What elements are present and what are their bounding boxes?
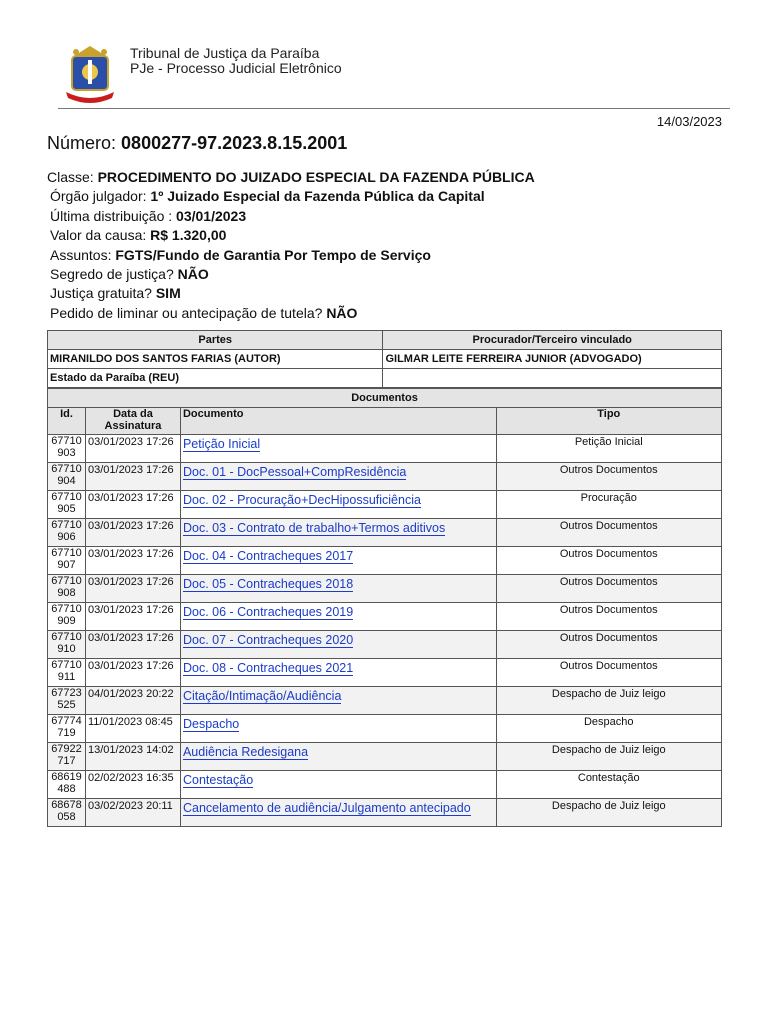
doc-id-part2: 911 bbox=[57, 671, 76, 683]
doc-type: Outros Documentos bbox=[496, 547, 721, 575]
doc-id-part2: 904 bbox=[57, 475, 76, 487]
table-row bbox=[48, 687, 722, 715]
parties-table bbox=[47, 330, 722, 388]
doc-link[interactable]: Doc. 05 - Contracheques 2018 bbox=[182, 577, 354, 591]
print-date: 14/03/2023 bbox=[656, 114, 722, 129]
doc-date: 03/01/2023 17:26 bbox=[85, 603, 180, 631]
doc-id-part1: 67723 bbox=[51, 687, 82, 699]
party-row bbox=[48, 350, 722, 369]
party-name: MIRANILDO DOS SANTOS FARIAS (AUTOR) bbox=[48, 350, 383, 369]
doc-type: Despacho de Juiz leigo bbox=[496, 799, 721, 827]
doc-cell bbox=[180, 519, 496, 547]
valor-label: Valor da causa: bbox=[50, 227, 147, 244]
doc-id-part1: 67710 bbox=[51, 491, 82, 503]
distribuicao-label: Última distribuição : bbox=[50, 207, 173, 224]
table-row bbox=[48, 631, 722, 659]
doc-link[interactable]: Doc. 04 - Contracheques 2017 bbox=[182, 549, 354, 563]
doc-type: Outros Documentos bbox=[496, 519, 721, 547]
party-attorney bbox=[383, 369, 722, 388]
table-row bbox=[48, 715, 722, 743]
orgao-row bbox=[47, 187, 535, 206]
process-info bbox=[47, 168, 535, 323]
doc-id bbox=[48, 547, 86, 575]
doc-date: 03/01/2023 17:26 bbox=[85, 547, 180, 575]
doc-cell bbox=[180, 687, 496, 715]
doc-type: Petição Inicial bbox=[496, 435, 721, 463]
table-row bbox=[48, 799, 722, 827]
col-data: Data da Assinatura bbox=[85, 408, 180, 435]
table-row bbox=[48, 771, 722, 799]
gratuita-label: Justiça gratuita? bbox=[50, 285, 152, 302]
table-row bbox=[48, 491, 722, 519]
table-row bbox=[48, 435, 722, 463]
doc-link[interactable]: Doc. 01 - DocPessoal+CompResidência bbox=[182, 465, 407, 479]
doc-id-part1: 67710 bbox=[51, 435, 82, 447]
table-row bbox=[48, 463, 722, 491]
assuntos-row bbox=[47, 246, 535, 265]
court-coat-of-arms-icon bbox=[62, 42, 118, 106]
table-row bbox=[48, 603, 722, 631]
doc-id-part2: 717 bbox=[57, 755, 76, 767]
org-line-1: Tribunal de Justiça da Paraíba bbox=[130, 45, 320, 61]
valor-row bbox=[47, 226, 535, 245]
doc-id-part1: 67710 bbox=[51, 547, 82, 559]
col-tipo: Tipo bbox=[496, 408, 721, 435]
table-row bbox=[48, 575, 722, 603]
doc-id-part2: 903 bbox=[57, 447, 76, 459]
valor-value: R$ 1.320,00 bbox=[150, 227, 227, 244]
organization-name bbox=[130, 46, 342, 76]
gratuita-row bbox=[47, 284, 535, 303]
org-line-2: PJe - Processo Judicial Eletrônico bbox=[130, 60, 342, 76]
doc-id-part2: 058 bbox=[57, 811, 76, 823]
doc-id-part1: 67710 bbox=[51, 575, 82, 587]
documents-caption: Documentos bbox=[48, 389, 722, 408]
doc-date: 03/01/2023 17:26 bbox=[85, 659, 180, 687]
orgao-value: 1º Juizado Especial da Fazenda Pública da Capital bbox=[150, 188, 485, 205]
doc-date: 13/01/2023 14:02 bbox=[85, 743, 180, 771]
doc-cell bbox=[180, 547, 496, 575]
assuntos-label: Assuntos: bbox=[50, 246, 112, 263]
doc-id-part2: 488 bbox=[57, 783, 76, 795]
doc-id-part2: 908 bbox=[57, 587, 76, 599]
classe-label: Classe: bbox=[47, 169, 94, 185]
table-row bbox=[48, 659, 722, 687]
doc-id-part1: 67922 bbox=[51, 743, 82, 755]
doc-link[interactable]: Doc. 08 - Contracheques 2021 bbox=[182, 661, 354, 675]
doc-date: 02/02/2023 16:35 bbox=[85, 771, 180, 799]
liminar-row bbox=[47, 304, 535, 323]
doc-cell bbox=[180, 463, 496, 491]
doc-id-part2: 909 bbox=[57, 615, 76, 627]
doc-id-part2: 907 bbox=[57, 559, 76, 571]
table-row bbox=[48, 547, 722, 575]
doc-link[interactable]: Audiência Redesigana bbox=[182, 745, 309, 759]
doc-id-part1: 67710 bbox=[51, 631, 82, 643]
doc-cell bbox=[180, 799, 496, 827]
doc-cell bbox=[180, 771, 496, 799]
doc-type: Contestação bbox=[496, 771, 721, 799]
segredo-row bbox=[47, 265, 535, 284]
doc-link[interactable]: Doc. 07 - Contracheques 2020 bbox=[182, 633, 354, 647]
doc-id-part1: 67710 bbox=[51, 519, 82, 531]
doc-link[interactable]: Doc. 03 - Contrato de trabalho+Termos aditivos bbox=[182, 521, 446, 535]
doc-date: 03/01/2023 17:26 bbox=[85, 631, 180, 659]
segredo-value: NÃO bbox=[177, 266, 209, 283]
doc-id bbox=[48, 435, 86, 463]
doc-id-part2: 905 bbox=[57, 503, 76, 515]
doc-id bbox=[48, 491, 86, 519]
doc-type: Outros Documentos bbox=[496, 631, 721, 659]
doc-date: 04/01/2023 20:22 bbox=[85, 687, 180, 715]
col-partes: Partes bbox=[48, 331, 383, 350]
orgao-label: Órgão julgador: bbox=[50, 188, 147, 205]
table-row bbox=[48, 743, 722, 771]
doc-type: Outros Documentos bbox=[496, 463, 721, 491]
assuntos-value: FGTS/Fundo de Garantia Por Tempo de Serviço bbox=[115, 246, 431, 263]
doc-type: Despacho de Juiz leigo bbox=[496, 687, 721, 715]
doc-id bbox=[48, 603, 86, 631]
doc-link[interactable]: Citação/Intimação/Audiência bbox=[182, 689, 342, 703]
segredo-label: Segredo de justiça? bbox=[50, 266, 174, 283]
doc-type: Outros Documentos bbox=[496, 575, 721, 603]
doc-date: 03/02/2023 20:11 bbox=[85, 799, 180, 827]
col-documento: Documento bbox=[180, 408, 496, 435]
doc-id-part1: 68619 bbox=[51, 771, 82, 783]
doc-cell bbox=[180, 435, 496, 463]
documents-table bbox=[47, 388, 722, 827]
classe-row bbox=[47, 168, 535, 187]
table-row bbox=[48, 519, 722, 547]
doc-date: 11/01/2023 08:45 bbox=[85, 715, 180, 743]
doc-cell bbox=[180, 603, 496, 631]
doc-id bbox=[48, 575, 86, 603]
doc-type: Despacho bbox=[496, 715, 721, 743]
doc-link[interactable]: Doc. 06 - Contracheques 2019 bbox=[182, 605, 354, 619]
doc-date: 03/01/2023 17:26 bbox=[85, 519, 180, 547]
liminar-value: NÃO bbox=[326, 304, 358, 321]
doc-id bbox=[48, 771, 86, 799]
doc-cell bbox=[180, 631, 496, 659]
page-header bbox=[58, 40, 730, 109]
doc-type: Outros Documentos bbox=[496, 659, 721, 687]
doc-id-part1: 67774 bbox=[51, 715, 82, 727]
doc-type: Despacho de Juiz leigo bbox=[496, 743, 721, 771]
doc-link[interactable]: Contestação bbox=[182, 773, 254, 787]
party-attorney: GILMAR LEITE FERREIRA JUNIOR (ADVOGADO) bbox=[383, 350, 722, 369]
doc-id bbox=[48, 715, 86, 743]
doc-date: 03/01/2023 17:26 bbox=[85, 575, 180, 603]
doc-id bbox=[48, 519, 86, 547]
doc-id bbox=[48, 687, 86, 715]
doc-date: 03/01/2023 17:26 bbox=[85, 491, 180, 519]
doc-id-part1: 67710 bbox=[51, 603, 82, 615]
doc-cell bbox=[180, 659, 496, 687]
process-number-label: Número: bbox=[47, 133, 117, 153]
doc-id-part2: 719 bbox=[57, 727, 76, 739]
doc-type: Procuração bbox=[496, 491, 721, 519]
doc-id-part2: 525 bbox=[57, 699, 76, 711]
party-row bbox=[48, 369, 722, 388]
doc-id-part1: 68678 bbox=[51, 799, 82, 811]
doc-id-part1: 67710 bbox=[51, 659, 82, 671]
doc-cell bbox=[180, 575, 496, 603]
doc-link[interactable]: Petição Inicial bbox=[182, 437, 261, 451]
doc-cell bbox=[180, 715, 496, 743]
doc-link[interactable]: Cancelamento de audiência/Julgamento antecipado bbox=[182, 801, 471, 815]
col-procurador: Procurador/Terceiro vinculado bbox=[383, 331, 722, 350]
process-number-value: 0800277-97.2023.8.15.2001 bbox=[121, 133, 348, 153]
doc-date: 03/01/2023 17:26 bbox=[85, 463, 180, 491]
process-number bbox=[47, 133, 347, 154]
classe-value: PROCEDIMENTO DO JUIZADO ESPECIAL DA FAZENDA PÚBLICA bbox=[97, 169, 535, 185]
doc-id-part2: 910 bbox=[57, 643, 76, 655]
doc-id bbox=[48, 743, 86, 771]
distribuicao-row bbox=[47, 207, 535, 226]
doc-link[interactable]: Despacho bbox=[182, 717, 240, 731]
col-id: Id. bbox=[48, 408, 86, 435]
doc-id bbox=[48, 463, 86, 491]
doc-id bbox=[48, 631, 86, 659]
doc-cell bbox=[180, 491, 496, 519]
doc-type: Outros Documentos bbox=[496, 603, 721, 631]
gratuita-value: SIM bbox=[155, 285, 181, 302]
distribuicao-value: 03/01/2023 bbox=[176, 207, 247, 224]
doc-date: 03/01/2023 17:26 bbox=[85, 435, 180, 463]
doc-id-part2: 906 bbox=[57, 531, 76, 543]
liminar-label: Pedido de liminar ou antecipação de tutela? bbox=[50, 304, 323, 321]
doc-id bbox=[48, 799, 86, 827]
party-name: Estado da Paraíba (REU) bbox=[48, 369, 383, 388]
doc-id-part1: 67710 bbox=[51, 463, 82, 475]
doc-id bbox=[48, 659, 86, 687]
doc-cell bbox=[180, 743, 496, 771]
doc-link[interactable]: Doc. 02 - Procuração+DecHipossuficiência bbox=[182, 493, 421, 507]
